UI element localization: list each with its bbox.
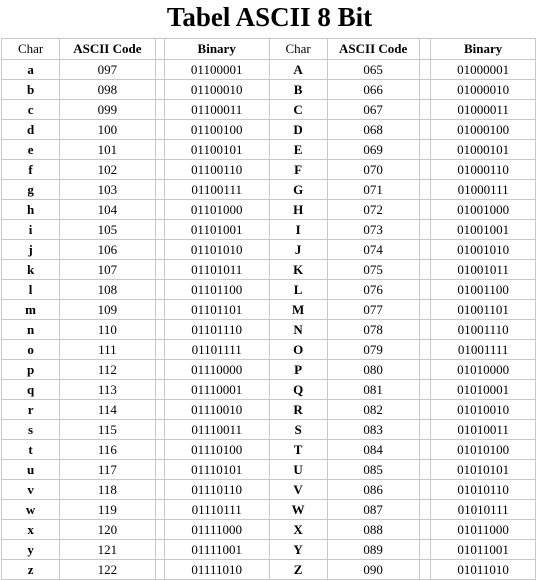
binary-lower-cell: 01101001 <box>164 220 269 240</box>
char-lower-cell: k <box>2 260 60 280</box>
table-row <box>2 360 536 380</box>
spacer-cell <box>155 500 164 520</box>
ascii-code-upper-cell: 068 <box>327 120 419 140</box>
ascii-code-lower-cell: 107 <box>60 260 155 280</box>
char-upper-cell: J <box>269 240 327 260</box>
char-upper-cell: S <box>269 420 327 440</box>
binary-upper-cell: 01001100 <box>431 280 536 300</box>
ascii-code-lower-cell: 117 <box>60 460 155 480</box>
binary-lower-cell: 01101100 <box>164 280 269 300</box>
ascii-code-upper-cell: 067 <box>327 100 419 120</box>
binary-upper-cell: 01011010 <box>431 560 536 580</box>
ascii-code-lower-cell: 105 <box>60 220 155 240</box>
char-upper-cell: R <box>269 400 327 420</box>
ascii-code-lower-cell: 101 <box>60 140 155 160</box>
table-row <box>2 260 536 280</box>
table-row <box>2 440 536 460</box>
char-upper-cell: N <box>269 320 327 340</box>
binary-lower-cell: 01110001 <box>164 380 269 400</box>
table-row <box>2 300 536 320</box>
ascii-code-upper-cell: 076 <box>327 280 419 300</box>
char-lower-cell: q <box>2 380 60 400</box>
ascii-code-upper-cell: 090 <box>327 560 419 580</box>
table-row <box>2 80 536 100</box>
binary-upper-cell: 01010111 <box>431 500 536 520</box>
binary-lower-cell: 01100001 <box>164 60 269 80</box>
spacer-cell <box>419 440 431 460</box>
ascii-code-upper-cell: 083 <box>327 420 419 440</box>
spacer-cell <box>419 400 431 420</box>
char-upper-cell: G <box>269 180 327 200</box>
header-char-upper: Char <box>269 39 327 60</box>
spacer-cell <box>419 60 431 80</box>
binary-upper-cell: 01010100 <box>431 440 536 460</box>
binary-upper-cell: 01000100 <box>431 120 536 140</box>
table-row <box>2 400 536 420</box>
char-upper-cell: M <box>269 300 327 320</box>
ascii-code-upper-cell: 071 <box>327 180 419 200</box>
char-upper-cell: X <box>269 520 327 540</box>
char-upper-cell: K <box>269 260 327 280</box>
char-upper-cell: Q <box>269 380 327 400</box>
ascii-code-lower-cell: 115 <box>60 420 155 440</box>
header-ascii-code-upper: ASCII Code <box>327 39 419 60</box>
spacer-cell <box>155 400 164 420</box>
char-lower-cell: d <box>2 120 60 140</box>
char-upper-cell: P <box>269 360 327 380</box>
spacer-cell <box>155 480 164 500</box>
binary-upper-cell: 01001101 <box>431 300 536 320</box>
char-lower-cell: p <box>2 360 60 380</box>
spacer-cell <box>155 160 164 180</box>
binary-upper-cell: 01000010 <box>431 80 536 100</box>
table-row <box>2 340 536 360</box>
table-row <box>2 200 536 220</box>
table-row <box>2 220 536 240</box>
char-lower-cell: u <box>2 460 60 480</box>
char-upper-cell: E <box>269 140 327 160</box>
ascii-code-upper-cell: 082 <box>327 400 419 420</box>
table-row <box>2 100 536 120</box>
ascii-code-lower-cell: 111 <box>60 340 155 360</box>
spacer-cell <box>419 500 431 520</box>
spacer-cell <box>155 120 164 140</box>
ascii-code-upper-cell: 073 <box>327 220 419 240</box>
table-row <box>2 420 536 440</box>
ascii-code-lower-cell: 097 <box>60 60 155 80</box>
ascii-code-upper-cell: 089 <box>327 540 419 560</box>
char-upper-cell: V <box>269 480 327 500</box>
ascii-code-upper-cell: 085 <box>327 460 419 480</box>
ascii-code-lower-cell: 114 <box>60 400 155 420</box>
binary-lower-cell: 01110011 <box>164 420 269 440</box>
ascii-code-upper-cell: 072 <box>327 200 419 220</box>
ascii-code-upper-cell: 075 <box>327 260 419 280</box>
table-row <box>2 240 536 260</box>
spacer-cell <box>155 520 164 540</box>
ascii-code-upper-cell: 069 <box>327 140 419 160</box>
spacer-cell <box>419 320 431 340</box>
spacer-cell <box>419 340 431 360</box>
spacer-cell <box>155 200 164 220</box>
binary-lower-cell: 01110010 <box>164 400 269 420</box>
spacer-cell <box>155 540 164 560</box>
header-spacer <box>155 39 164 60</box>
table-row <box>2 380 536 400</box>
binary-upper-cell: 01000111 <box>431 180 536 200</box>
char-lower-cell: g <box>2 180 60 200</box>
binary-upper-cell: 01001111 <box>431 340 536 360</box>
char-lower-cell: t <box>2 440 60 460</box>
ascii-code-lower-cell: 099 <box>60 100 155 120</box>
ascii-code-lower-cell: 098 <box>60 80 155 100</box>
char-lower-cell: a <box>2 60 60 80</box>
ascii-code-upper-cell: 066 <box>327 80 419 100</box>
binary-upper-cell: 01001010 <box>431 240 536 260</box>
binary-upper-cell: 01011001 <box>431 540 536 560</box>
ascii-code-lower-cell: 110 <box>60 320 155 340</box>
char-lower-cell: c <box>2 100 60 120</box>
spacer-cell <box>155 260 164 280</box>
ascii-code-lower-cell: 116 <box>60 440 155 460</box>
ascii-code-lower-cell: 108 <box>60 280 155 300</box>
ascii-code-upper-cell: 077 <box>327 300 419 320</box>
char-lower-cell: x <box>2 520 60 540</box>
spacer-cell <box>419 360 431 380</box>
char-upper-cell: Y <box>269 540 327 560</box>
ascii-code-lower-cell: 119 <box>60 500 155 520</box>
char-lower-cell: n <box>2 320 60 340</box>
page-title: Tabel ASCII 8 Bit <box>166 2 373 32</box>
binary-upper-cell: 01010011 <box>431 420 536 440</box>
char-upper-cell: F <box>269 160 327 180</box>
header-binary: Binary <box>164 39 269 60</box>
ascii-code-lower-cell: 112 <box>60 360 155 380</box>
char-upper-cell: D <box>269 120 327 140</box>
binary-lower-cell: 01101000 <box>164 200 269 220</box>
spacer-cell <box>155 420 164 440</box>
binary-upper-cell: 01000101 <box>431 140 536 160</box>
table-row <box>2 280 536 300</box>
char-lower-cell: j <box>2 240 60 260</box>
table-row <box>2 140 536 160</box>
ascii-code-lower-cell: 103 <box>60 180 155 200</box>
header-ascii-code: ASCII Code <box>60 39 155 60</box>
binary-lower-cell: 01101110 <box>164 320 269 340</box>
table-row <box>2 500 536 520</box>
char-upper-cell: L <box>269 280 327 300</box>
char-upper-cell: A <box>269 60 327 80</box>
table-row <box>2 520 536 540</box>
binary-lower-cell: 01111001 <box>164 540 269 560</box>
spacer-cell <box>155 140 164 160</box>
ascii-code-upper-cell: 086 <box>327 480 419 500</box>
ascii-code-upper-cell: 081 <box>327 380 419 400</box>
char-lower-cell: z <box>2 560 60 580</box>
char-upper-cell: W <box>269 500 327 520</box>
binary-lower-cell: 01111010 <box>164 560 269 580</box>
char-upper-cell: U <box>269 460 327 480</box>
table-row <box>2 180 536 200</box>
char-lower-cell: m <box>2 300 60 320</box>
table-row <box>2 540 536 560</box>
ascii-code-lower-cell: 121 <box>60 540 155 560</box>
ascii-code-upper-cell: 087 <box>327 500 419 520</box>
binary-upper-cell: 01010110 <box>431 480 536 500</box>
spacer-cell <box>155 80 164 100</box>
binary-lower-cell: 01101111 <box>164 340 269 360</box>
spacer-cell <box>419 420 431 440</box>
header-spacer-upper <box>419 39 431 60</box>
spacer-cell <box>155 440 164 460</box>
ascii-code-upper-cell: 079 <box>327 340 419 360</box>
spacer-cell <box>155 280 164 300</box>
spacer-cell <box>419 180 431 200</box>
ascii-code-upper-cell: 078 <box>327 320 419 340</box>
spacer-cell <box>155 180 164 200</box>
binary-upper-cell: 01000011 <box>431 100 536 120</box>
char-lower-cell: w <box>2 500 60 520</box>
spacer-cell <box>155 100 164 120</box>
ascii-code-upper-cell: 080 <box>327 360 419 380</box>
binary-lower-cell: 01110000 <box>164 360 269 380</box>
table-row <box>2 60 536 80</box>
binary-lower-cell: 01100110 <box>164 160 269 180</box>
binary-upper-cell: 01000110 <box>431 160 536 180</box>
binary-lower-cell: 01100100 <box>164 120 269 140</box>
binary-lower-cell: 01110110 <box>164 480 269 500</box>
table-row <box>2 560 536 580</box>
char-upper-cell: I <box>269 220 327 240</box>
binary-upper-cell: 01010101 <box>431 460 536 480</box>
ascii-code-upper-cell: 074 <box>327 240 419 260</box>
spacer-cell <box>419 120 431 140</box>
binary-upper-cell: 01001001 <box>431 220 536 240</box>
binary-upper-cell: 01001000 <box>431 200 536 220</box>
table-body <box>2 60 536 580</box>
char-lower-cell: s <box>2 420 60 440</box>
char-lower-cell: f <box>2 160 60 180</box>
binary-upper-cell: 01010000 <box>431 360 536 380</box>
binary-lower-cell: 01101010 <box>164 240 269 260</box>
binary-lower-cell: 01100101 <box>164 140 269 160</box>
spacer-cell <box>155 300 164 320</box>
binary-lower-cell: 01111000 <box>164 520 269 540</box>
char-upper-cell: T <box>269 440 327 460</box>
ascii-code-lower-cell: 106 <box>60 240 155 260</box>
binary-upper-cell: 01011000 <box>431 520 536 540</box>
ascii-code-upper-cell: 088 <box>327 520 419 540</box>
spacer-cell <box>419 300 431 320</box>
char-lower-cell: o <box>2 340 60 360</box>
binary-upper-cell: 01010001 <box>431 380 536 400</box>
binary-lower-cell: 01110101 <box>164 460 269 480</box>
binary-lower-cell: 01100010 <box>164 80 269 100</box>
binary-lower-cell: 01100111 <box>164 180 269 200</box>
spacer-cell <box>155 340 164 360</box>
char-upper-cell: H <box>269 200 327 220</box>
spacer-cell <box>155 360 164 380</box>
header-char: Char <box>2 39 60 60</box>
spacer-cell <box>419 540 431 560</box>
char-upper-cell: O <box>269 340 327 360</box>
char-lower-cell: y <box>2 540 60 560</box>
spacer-cell <box>155 240 164 260</box>
char-upper-cell: C <box>269 100 327 120</box>
spacer-cell <box>419 380 431 400</box>
table-row <box>2 480 536 500</box>
char-lower-cell: e <box>2 140 60 160</box>
spacer-cell <box>419 140 431 160</box>
ascii-code-upper-cell: 084 <box>327 440 419 460</box>
char-lower-cell: v <box>2 480 60 500</box>
binary-lower-cell: 01110111 <box>164 500 269 520</box>
ascii-code-lower-cell: 120 <box>60 520 155 540</box>
ascii-code-lower-cell: 104 <box>60 200 155 220</box>
header-binary-upper: Binary <box>431 39 536 60</box>
spacer-cell <box>155 320 164 340</box>
spacer-cell <box>419 260 431 280</box>
ascii-code-lower-cell: 122 <box>60 560 155 580</box>
spacer-cell <box>419 280 431 300</box>
spacer-cell <box>419 460 431 480</box>
binary-lower-cell: 01101101 <box>164 300 269 320</box>
spacer-cell <box>419 80 431 100</box>
char-lower-cell: h <box>2 200 60 220</box>
binary-upper-cell: 01001011 <box>431 260 536 280</box>
spacer-cell <box>155 380 164 400</box>
spacer-cell <box>155 60 164 80</box>
spacer-cell <box>419 240 431 260</box>
spacer-cell <box>419 200 431 220</box>
binary-lower-cell: 01100011 <box>164 100 269 120</box>
table-row <box>2 120 536 140</box>
spacer-cell <box>155 560 164 580</box>
ascii-code-lower-cell: 113 <box>60 380 155 400</box>
char-lower-cell: r <box>2 400 60 420</box>
spacer-cell <box>419 560 431 580</box>
char-lower-cell: i <box>2 220 60 240</box>
table-header-row <box>2 39 536 60</box>
binary-upper-cell: 01010010 <box>431 400 536 420</box>
table-row <box>2 460 536 480</box>
spacer-cell <box>419 480 431 500</box>
char-upper-cell: Z <box>269 560 327 580</box>
table-row <box>2 320 536 340</box>
ascii-code-lower-cell: 118 <box>60 480 155 500</box>
binary-lower-cell: 01110100 <box>164 440 269 460</box>
char-lower-cell: b <box>2 80 60 100</box>
spacer-cell <box>419 520 431 540</box>
char-lower-cell: l <box>2 280 60 300</box>
ascii-code-upper-cell: 065 <box>327 60 419 80</box>
spacer-cell <box>419 160 431 180</box>
ascii-code-lower-cell: 102 <box>60 160 155 180</box>
ascii-code-lower-cell: 109 <box>60 300 155 320</box>
binary-upper-cell: 01001110 <box>431 320 536 340</box>
spacer-cell <box>419 100 431 120</box>
char-upper-cell: B <box>269 80 327 100</box>
spacer-cell <box>155 220 164 240</box>
binary-upper-cell: 01000001 <box>431 60 536 80</box>
ascii-table <box>1 38 536 580</box>
table-row <box>2 160 536 180</box>
spacer-cell <box>155 460 164 480</box>
binary-lower-cell: 01101011 <box>164 260 269 280</box>
spacer-cell <box>419 220 431 240</box>
ascii-code-upper-cell: 070 <box>327 160 419 180</box>
ascii-code-lower-cell: 100 <box>60 120 155 140</box>
